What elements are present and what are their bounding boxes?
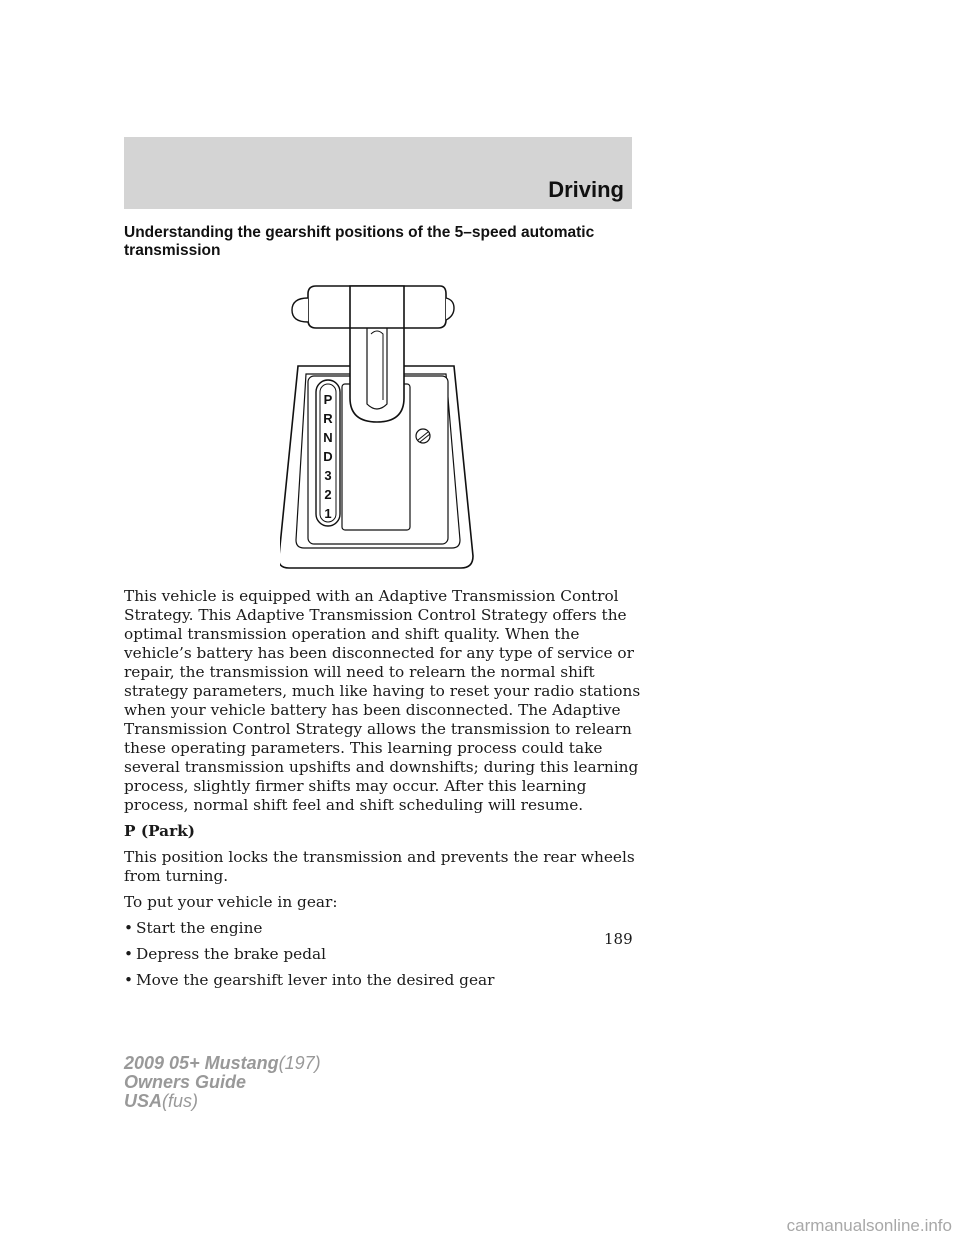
- list-item: [124, 971, 644, 990]
- watermark: carmanualsonline.info: [786, 1216, 952, 1235]
- gear-label: R: [323, 411, 333, 426]
- footer-model-code: (197): [278, 1053, 321, 1073]
- bullet-icon: •: [124, 945, 134, 963]
- gear-intro-paragraph: To put your vehicle in gear:: [124, 893, 338, 911]
- page-number: 189: [604, 930, 633, 948]
- list-item: [124, 945, 644, 964]
- footer-market-code: (fus): [162, 1091, 199, 1111]
- intro-paragraph: This vehicle is equipped with an Adaptive Transmission Control Strategy. This Adaptive Transmission Control Strategy offers the optimal transmission operation and shift quality. When the vehicle’s battery has been disconnected for any type of service or repair, the transmission will need to relearn the normal shift strategy parameters, much like having to reset your radio stations when your vehicle battery has been disconnected. The Adaptive Transmission Control Strategy allows the transmission to relearn these operating parameters. This learning process could take several transmission upshifts and downshifts; during this learning process, slightly firmer shifts may occur. After this learning process, normal shift feel and shift scheduling will resume.: [124, 587, 641, 814]
- list-item-text: Move the gearshift lever into the desired gear: [136, 971, 495, 989]
- gear-label: P: [323, 392, 333, 407]
- document-footer: [124, 1054, 321, 1111]
- footer-guide: Owners Guide: [124, 1072, 247, 1092]
- section-title: Driving: [548, 177, 624, 202]
- gear-label: D: [323, 449, 333, 464]
- gearshift-handle: [308, 286, 446, 328]
- footer-market: USA: [124, 1091, 163, 1111]
- list-item-text: Depress the brake pedal: [136, 945, 327, 963]
- body-text: [124, 587, 644, 997]
- park-paragraph: This position locks the transmission and prevents the rear wheels from turning.: [124, 848, 635, 885]
- bullet-icon: •: [124, 919, 134, 937]
- gear-label: N: [323, 430, 333, 445]
- gearshift-release-button: [292, 298, 308, 322]
- footer-model: 2009 05+ Mustang: [124, 1053, 279, 1073]
- gear-label: 2: [324, 487, 332, 502]
- gear-label: 3: [324, 468, 332, 483]
- bullet-icon: •: [124, 971, 134, 989]
- list-item-text: Start the engine: [136, 919, 263, 937]
- section-heading: Understanding the gearshift positions of the 5–speed automatic transmission: [124, 224, 595, 259]
- list-item: [124, 919, 644, 938]
- park-heading: P (Park): [124, 822, 195, 840]
- gearshift-diagram: [280, 284, 480, 576]
- gear-label: 1: [324, 506, 332, 521]
- section-header-band: [124, 137, 632, 209]
